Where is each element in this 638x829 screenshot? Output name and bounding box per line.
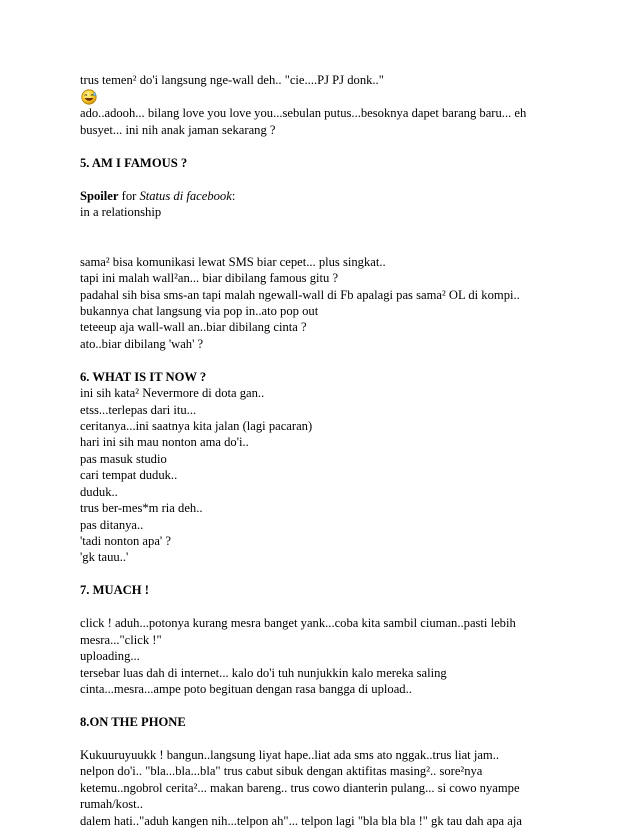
spacer	[80, 566, 550, 583]
section-heading: 7. MUACH !	[80, 583, 149, 598]
spoiler-colon: :	[231, 188, 236, 203]
paragraph-line: trus ber-mes*m ria deh..	[80, 501, 203, 516]
paragraph-line: click ! aduh...potonya kurang mesra banget yank...coba kita sambil ciuman..pasti lebih	[80, 616, 516, 631]
spacer	[80, 352, 550, 369]
spoiler-for: for	[118, 188, 140, 203]
paragraph-line: ado..adooh... bilang love you love you...sebulan putus...besoknya dapet barang baru... eh	[80, 106, 527, 121]
paragraph-line: ceritanya...ini saatnya kita jalan (lagi pacaran)	[80, 419, 313, 434]
spacer	[80, 599, 550, 616]
paragraph-line: ato..biar dibilang 'wah' ?	[80, 336, 204, 351]
spacer	[80, 730, 550, 747]
paragraph-line: duduk..	[80, 484, 118, 499]
spacer	[80, 221, 550, 238]
paragraph-line: rumah/kost..	[80, 797, 143, 812]
spoiler-topic: Status di facebook	[139, 188, 232, 203]
paragraph-line: dalem hati.."aduh kangen nih...telpon ah"... telpon lagi "bla bla bla !" gk tau dah apa aja	[80, 813, 522, 828]
spacer	[80, 171, 550, 188]
section-heading: 5. AM I FAMOUS ?	[80, 155, 188, 170]
paragraph-line: tapi ini malah wall²an... biar dibilang famous gitu ?	[80, 271, 339, 286]
paragraph-line: 'gk tauu..'	[80, 550, 129, 565]
paragraph-line: ini sih kata² Nevermore di dota gan..	[80, 386, 265, 401]
paragraph-line: uploading...	[80, 649, 140, 664]
spacer	[80, 237, 550, 254]
paragraph-line: pas ditanya..	[80, 517, 144, 532]
paragraph-line: pas masuk studio	[80, 451, 167, 466]
section-heading: 6. WHAT IS IT NOW ?	[80, 369, 207, 384]
paragraph-line: bukannya chat langsung via pop in..ato pop out	[80, 304, 319, 319]
spoiler-line	[80, 188, 550, 204]
paragraph-line: nelpon do'i.. "bla...bla...bla" trus cabut sibuk dengan aktifitas masing².. sore²nya	[80, 764, 483, 779]
paragraph-line: teteeup aja wall-wall an..biar dibilang cinta ?	[80, 320, 307, 335]
paragraph-line: cinta...mesra...ampe poto begituan dengan rasa bangga di upload..	[80, 681, 412, 696]
paragraph-line: padahal sih bisa sms-an tapi malah ngewall-wall di Fb apalagi pas sama² OL di kompi..	[80, 287, 520, 302]
laughing-face-icon	[79, 88, 99, 105]
paragraph-line: hari ini sih mau nonton ama do'i..	[80, 435, 249, 450]
paragraph-line: cari tempat duduk..	[80, 468, 178, 483]
spacer	[80, 138, 550, 155]
paragraph-line: 'tadi nonton apa' ?	[80, 533, 171, 548]
paragraph-line: mesra..."click !"	[80, 632, 162, 647]
spoiler-label: Spoiler	[80, 188, 119, 203]
section-heading: 8.ON THE PHONE	[80, 714, 186, 729]
paragraph-line: Kukuuruyuukk ! bangun..langsung liyat hape..liat ada sms ato nggak..trus liat jam..	[80, 747, 500, 762]
paragraph-line: tersebar luas dah di internet... kalo do'i tuh nunjukkin kalo mereka saling	[80, 665, 447, 680]
paragraph-line: trus temen² do'i langsung nge-wall deh.. "cie....PJ PJ donk.."	[80, 73, 384, 87]
paragraph-line: etss...terlepas dari itu...	[80, 402, 197, 417]
paragraph-line: ketemu..ngobrol cerita²... makan bareng.. trus cowo dianterin pulang... si cowo nyampe	[80, 780, 520, 795]
relationship-status: in a relationship	[80, 205, 162, 220]
paragraph-line: busyet... ini nih anak jaman sekarang ?	[80, 122, 276, 137]
spacer	[80, 697, 550, 714]
paragraph-line: sama² bisa komunikasi lewat SMS biar cepet... plus singkat..	[80, 254, 386, 269]
